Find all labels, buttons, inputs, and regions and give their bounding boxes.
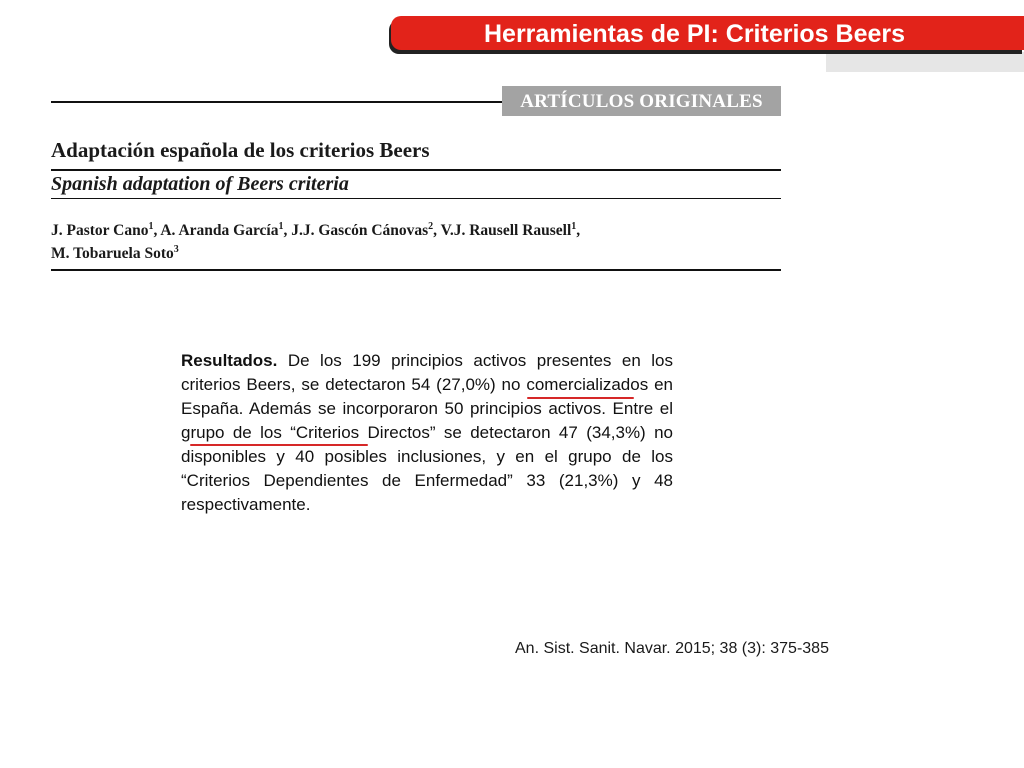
author-affiliation: 1	[278, 220, 284, 232]
section-tag: ARTÍCULOS ORIGINALES	[502, 86, 781, 116]
results-paragraph	[181, 349, 673, 517]
author-separator: ,	[283, 222, 292, 239]
author-affiliation: 3	[173, 243, 179, 255]
title-rule	[51, 169, 781, 171]
article-title-spanish: Adaptación española de los criterios Beers	[51, 138, 430, 162]
author-separator: ,	[576, 222, 581, 239]
slide-title: Herramientas de PI: Criterios Beers	[484, 20, 906, 48]
author-name: M. Tobaruela Soto	[51, 245, 174, 262]
author-affiliation: 1	[148, 220, 154, 232]
author-line-2	[51, 242, 751, 265]
highlight-underline	[190, 444, 368, 446]
author-list	[51, 219, 751, 265]
author-affiliation: 1	[571, 220, 577, 232]
author-name: V.J. Rausell Rausell	[440, 222, 572, 239]
author-separator: ,	[153, 222, 161, 239]
header-rule-top	[51, 101, 503, 103]
results-text: De los 199 principios activos presentes en los criterios Beers, se detectaron 54 (27,0%) no comercializados en España. Además se incorporaron 50 principios activos. Entre el grupo de los “Criterios Directos” se detectaron 47 (34,3%) no disponibles y 40 posibles inclusiones, y en el grupo de los “Criterios Dependientes de Enfermedad” 33 (21,3%) y 48 respectivamente.	[181, 351, 673, 514]
subtitle-rule	[51, 198, 781, 199]
citation: An. Sist. Sanit. Navar. 2015; 38 (3): 375-385	[515, 640, 829, 657]
author-name: A. Aranda García	[160, 222, 279, 239]
author-line-1	[51, 219, 751, 242]
authors-rule	[51, 269, 781, 271]
author-name: J. Pastor Cano	[51, 222, 149, 239]
results-label: Resultados.	[181, 351, 278, 370]
banner-accent-bar	[826, 52, 1024, 72]
author-name: J.J. Gascón Cánovas	[291, 222, 429, 239]
author-affiliation: 2	[428, 220, 434, 232]
highlight-underline	[527, 397, 634, 399]
article-title-english: Spanish adaptation of Beers criteria	[51, 173, 349, 195]
author-separator: ,	[433, 222, 441, 239]
